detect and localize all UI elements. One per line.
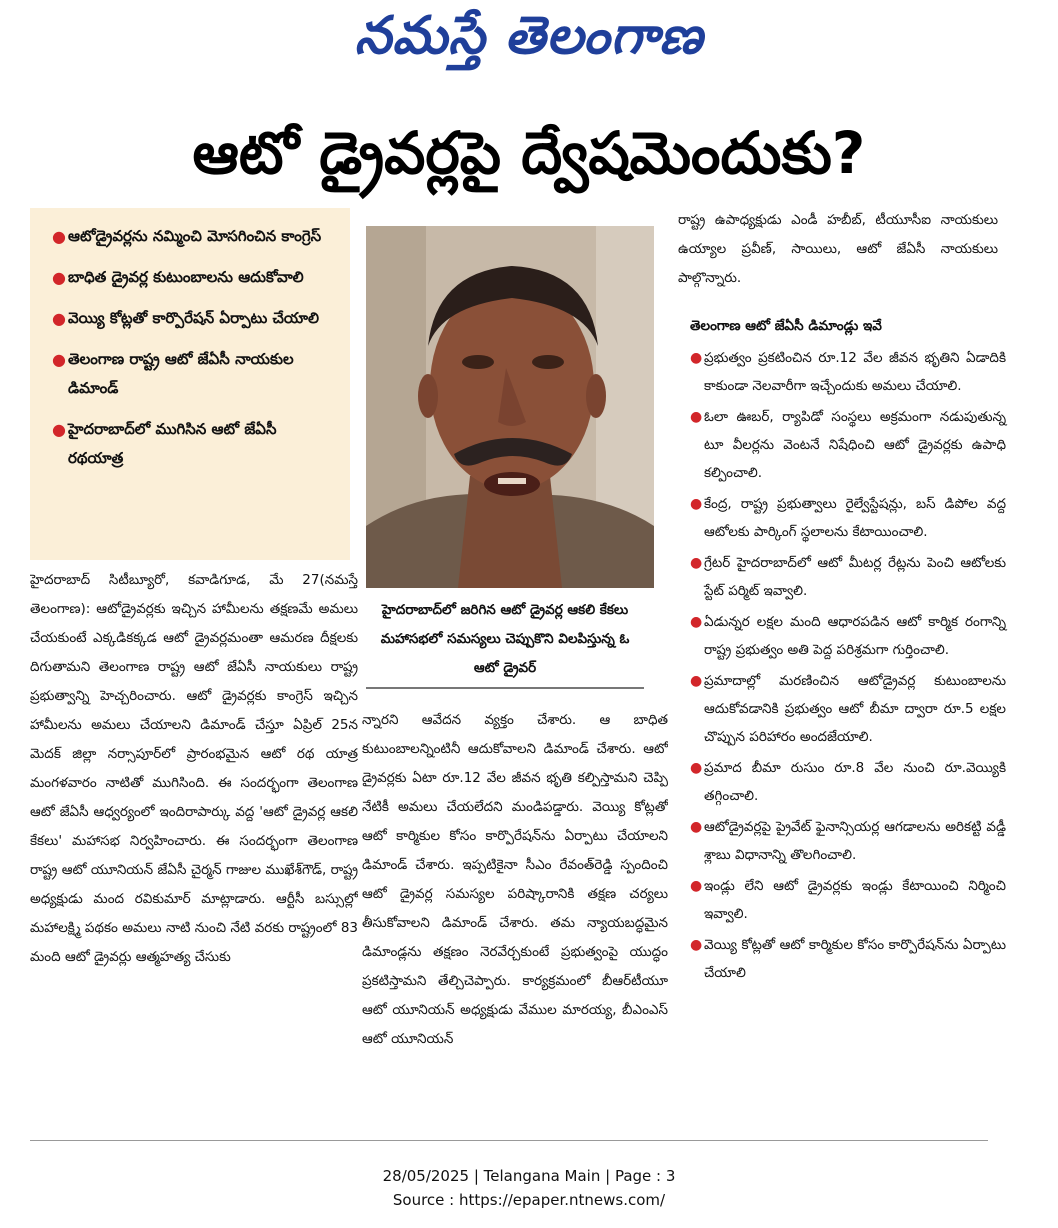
- bullet-icon: ●: [690, 878, 703, 894]
- demand-item: ● ప్రమాద బీమా రుసుం రూ.8 వేల నుంచి రూ.వెయ్యికి తగ్గించాలి.: [690, 754, 1006, 810]
- demand-item: ● ప్రమాదాల్లో మరణించిన ఆటోడ్రైవర్ల కుటుంబాలను ఆదుకోవడానికి ప్రభుత్వం ఆటో బీమా ద్వారా రూ.5 లక్షల చొప్పున పరిహారం అందజేయాలి.: [690, 667, 1006, 751]
- highlight-item: ● తెలంగాణ రాష్ట్ర ఆటో జేఏసీ నాయకుల డిమాండ్: [52, 345, 334, 403]
- bullet-icon: ●: [690, 819, 703, 835]
- footer-date-page: 28/05/2025 | Telangana Main | Page : 3: [382, 1167, 676, 1185]
- highlights-box: [30, 208, 350, 560]
- highlight-item: ● ఆటోడ్రైవర్లను నమ్మించి మోసగించిన కాంగ్రెస్: [52, 222, 334, 251]
- demands-list: [690, 344, 1006, 990]
- article-column-1: హైదరాబాద్ సిటీబ్యూరో, కవాడిగూడ, మే 27(నమస్తే తెలంగాణ): ఆటోడ్రైవర్లకు ఇచ్చిన హామీలను తక్షణమే అమలు చేయకుంటే ఎక్కడికక్కడ ఆటో డ్రైవర్లమంతా ఆమరణ దీక్షలకు దిగుతామని తెలంగాణ రాష్ట్ర ఆటో జేఏసీ నాయకులు రాష్ట్ర ప్రభుత్వాన్ని హెచ్చరించారు. ఆటో డ్రైవర్లకు కాంగ్రెస్ ఇచ్చిన హామీలను అమలు చేయాలని డిమాండ్ చేస్తూ ఏప్రిల్ 25న మెదక్ జిల్లా నర్సాపూర్‌లో ప్రారంభమైన ఆటో రథ యాత్ర మంగళవారం నాటితో ముగిసింది. ఈ సందర్భంగా తెలంగాణ ఆటో జేఏసీ ఆధ్వర్యంలో ఇందిరాపార్కు వద్ద 'ఆటో డ్రైవర్ల ఆకలి కేకలు' మహాసభ నిర్వహించారు. ఈ సందర్భంగా తెలంగాణ రాష్ట్ర ఆటో యూనియన్ జేఏసీ చైర్మన్ గాజుల ముఖేశ్‌గౌడ్, రాష్ట్ర అధ్యక్షుడు మంద రవికుమార్ మాట్లాడారు. ఆర్టీసీ బస్సుల్లో మహాలక్ష్మి పథకం అమలు నాటి నుంచి నేటి వరకు రాష్ట్రంలో 83 మంది ఆటో డ్రైవర్లు ఆత్మహత్య చేసుకు: [30, 572, 358, 965]
- bullet-icon: ●: [690, 937, 703, 953]
- demand-item: ● ఆటోడ్రైవర్లపై ప్రైవేట్ ఫైనాన్సియర్ల ఆగడాలను అరికట్టి వడ్డీ శ్లాబు విధానాన్ని తొలగించాలి.: [690, 813, 1006, 869]
- page-footer: [0, 1164, 1058, 1212]
- bullet-icon: ●: [690, 409, 703, 425]
- bullet-icon: ●: [690, 673, 703, 689]
- highlight-item: ● బాధిత డ్రైవర్ల కుటుంబాలను ఆదుకోవాలి: [52, 263, 334, 292]
- bullet-icon: ●: [690, 760, 703, 776]
- bullet-icon: ●: [52, 420, 66, 439]
- masthead-logo: నమస్తే తెలంగాణ: [354, 5, 704, 66]
- demand-item: ● గ్రేటర్ హైదరాబాద్‌లో ఆటో మీటర్ల రేట్లను పెంచి ఆటోలకు స్టేట్ పర్మిట్ ఇవ్వాలి.: [690, 549, 1006, 605]
- demand-item: ● ఏడున్నర లక్షల మంది ఆధారపడిన ఆటో కార్మిక రంగాన్ని రాష్ట్ర ప్రభుత్వం అతి పెద్ద పరిశ్రమగా గుర్తించాలి.: [690, 608, 1006, 664]
- highlight-item: ● హైదరాబాద్‌లో ముగిసిన ఆటో జేఏసీ రథయాత్ర: [52, 415, 334, 473]
- demand-item: ● ఇండ్లు లేని ఆటో డ్రైవర్లకు ఇండ్లు కేటాయించి నిర్మించి ఇవ్వాలి.: [690, 872, 1006, 928]
- bullet-icon: ●: [690, 555, 703, 571]
- bullet-icon: ●: [690, 350, 703, 366]
- bullet-icon: ●: [690, 496, 703, 512]
- bullet-icon: ●: [52, 309, 66, 328]
- demand-item: ● వెయ్యి కోట్లతో ఆటో కార్మికుల కోసం కార్పొరేషన్‌ను ఏర్పాటు చేయాలి: [690, 931, 1006, 987]
- bullet-icon: ●: [52, 350, 66, 369]
- headline: ఆటో డ్రైవర్లపై ద్వేషమెందుకు?: [192, 119, 866, 187]
- bullet-icon: ●: [690, 614, 703, 630]
- demand-item: ● కేంద్ర, రాష్ట్ర ప్రభుత్వాలు రైల్వేస్టేషన్లు, బస్ డిపోల వద్ద ఆటోలకు పార్కింగ్ స్థలాలను కేటాయించాలి.: [690, 490, 1006, 546]
- footer-source: Source : https://epaper.ntnews.com/: [392, 1191, 666, 1209]
- demands-heading: తెలంగాణ ఆటో జేఏసీ డిమాండ్లు ఇవే: [690, 318, 882, 334]
- demand-item: ● ప్రభుత్వం ప్రకటించిన రూ.12 వేల జీవన భృతిని ఏడాదికి కాకుండా నెలవారీగా ఇచ్చేందుకు అమలు చేయాలి.: [690, 344, 1006, 400]
- highlight-item: ● వెయ్యి కోట్లతో కార్పొరేషన్ ఏర్పాటు చేయాలి: [52, 304, 334, 333]
- photo-caption: హైదరాబాద్‌లో జరిగిన ఆటో డ్రైవర్ల ఆకలి కేకలు మహాసభలో సమస్యలు చెప్పుకొని విలపిస్తున్న ఓ ఆటో డ్రైవర్: [366, 596, 644, 689]
- demand-item: ● ఓలా ఊబర్, ర్యాపిడో సంస్థలు అక్రమంగా నడుపుతున్న టూ వీలర్లను వెంటనే నిషేధించి ఆటో డ్రైవర్లకు ఉపాధి కల్పించాలి.: [690, 403, 1006, 487]
- bullet-icon: ●: [52, 227, 66, 246]
- bottom-divider: [30, 1140, 988, 1141]
- article-column-2: న్నారని ఆవేదన వ్యక్తం చేశారు. ఆ బాధిత కుటుంబాలన్నింటినీ ఆదుకోవాలని డిమాండ్ చేశారు. ఆటో డ్రైవర్లకు ఏటా రూ.12 వేల జీవన భృతి కల్పిస్తామని చెప్పి నేటికీ అమలు చేయలేదని మండిపడ్డారు. వెయ్యి కోట్లతో ఆటో కార్మికుల కోసం కార్పొరేషన్‌ను ఏర్పాటు చేయాలని డిమాండ్ చేశారు. ఇప్పటికైనా సీఎం రేవంత్‌రెడ్డి స్పందించి ఆటో డ్రైవర్ల సమస్యల పరిష్కారానికి తక్షణ చర్యలు తీసుకోవాలని డిమాండ్ చేశారు. తమ న్యాయబద్ధమైన డిమాండ్లను తక్షణం నెరవేర్చకుంటే ప్రభుత్వంపై యుద్ధం ప్రకటిస్తామని తేల్చిచెప్పారు. కార్యక్రమంలో బీఆర్‌టీయూ ఆటో యూనియన్ అధ్యక్షుడు వేముల మారయ్య, బీఎంఎస్ ఆటో యూనియన్: [362, 712, 668, 1047]
- bullet-icon: ●: [52, 268, 66, 287]
- auto-driver-photo: [366, 226, 654, 588]
- masthead: [0, 6, 1058, 78]
- article-column-3: రాష్ట్ర ఉపాధ్యక్షుడు ఎండీ హబీబ్, టీయూసీఐ నాయకులు ఉయ్యాల ప్రవీణ్, సాయిలు, ఆటో జేఏసీ నాయకులు పాల్గొన్నారు.: [678, 212, 998, 286]
